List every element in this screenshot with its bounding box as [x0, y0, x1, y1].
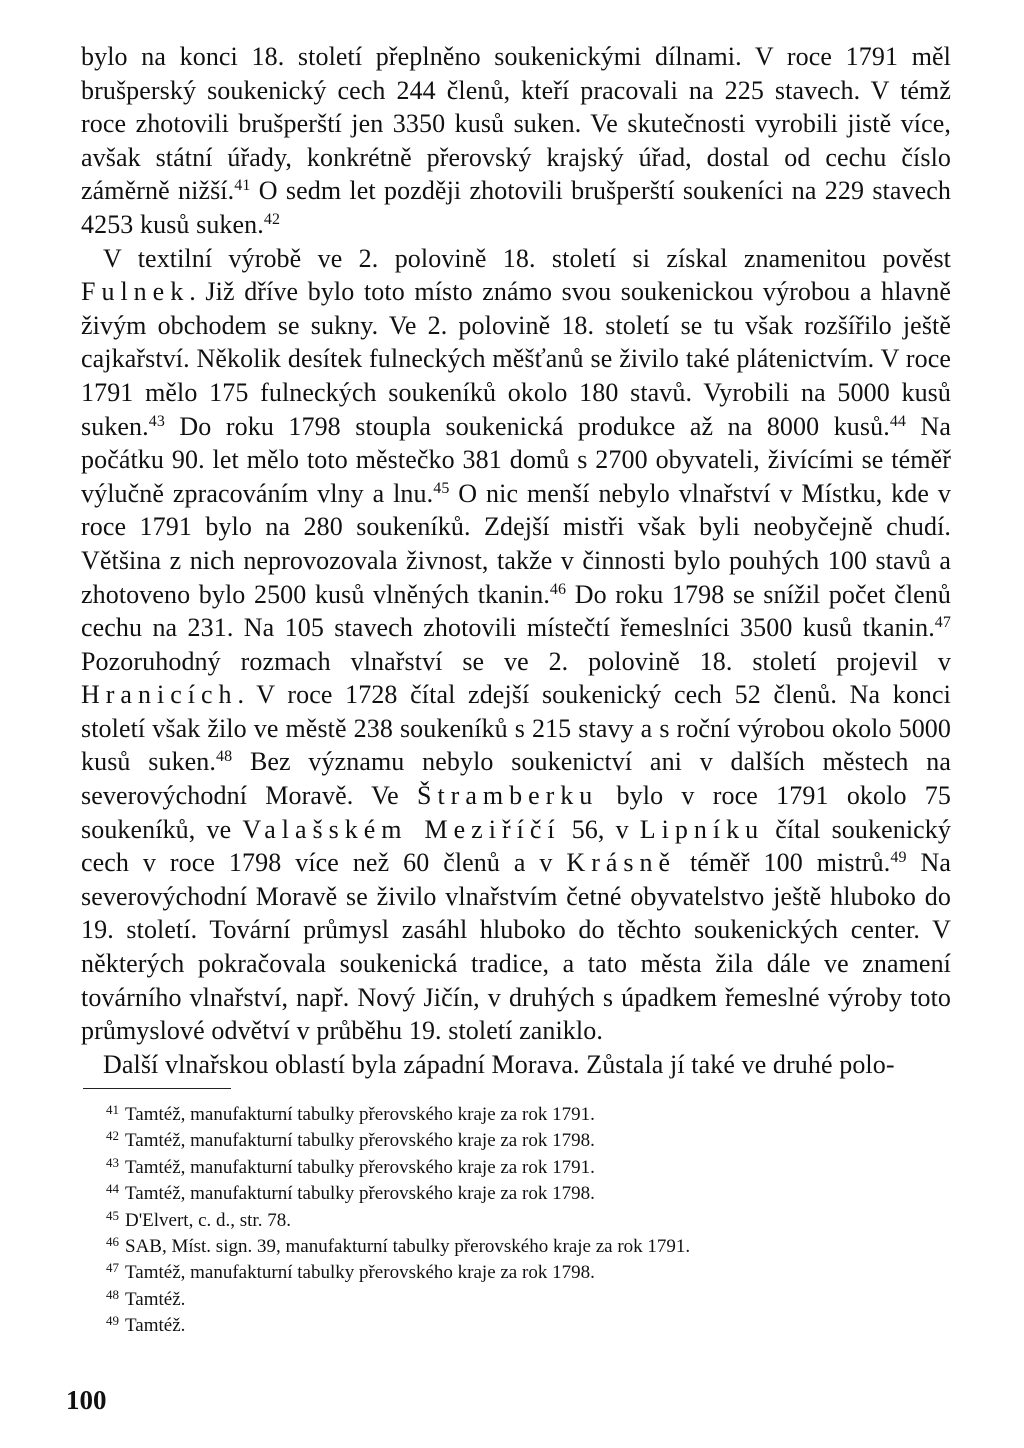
footnote-text: D'Elvert, c. d., str. 78. [125, 1209, 291, 1231]
text-run: Do roku 1798 stoupla soukenická produkce až na 8000 kusů. [164, 411, 890, 441]
text-run: . Již dříve bylo toto místo známo svou soukenickou výrobou a hlavně živým obchodem se sukny. Ve 2. polovině 18. století se tu však rozšířilo ještě cajkařství. Několik desítek fulneckých měšťanů se živilo také plátenictvím. V roce 1791 mělo 175 fulneckých soukeníků okolo 180 stavů. Vyrobili na 5000 kusů suken. [81, 277, 951, 441]
footnote [106, 1260, 906, 1286]
text-run: . V roce 1728 čítal zdejší soukenický cech 52 členů. Na konci století však žilo ve městě 238 soukeníků s 215 stavy a s roční výrobou okolo 5000 kusů suken. [81, 680, 951, 777]
footnote-text: Tamtéž. [125, 1315, 186, 1337]
footnote-number: 49 [106, 1313, 119, 1329]
text-run: Na severovýchodní Moravě se živilo vlnařstvím četné obyvatelstvo ještě hluboko do 19. století. Tovární průmysl zasáhl hluboko do těchto soukenických center. V některých pokračovala soukenická tradice, a tato města žila dále ve znamení továrního vlnařství, např. Nový Jičín, v druhých s úpadkem řemeslné výroby toto průmyslové odvětví v průběhu 19. století zaniklo. [81, 848, 951, 1046]
footnote-number: 48 [106, 1286, 119, 1302]
footnote [106, 1181, 906, 1207]
footnote-ref: 46 [549, 580, 567, 598]
footnote-ref: 41 [234, 177, 251, 195]
footnote-ref: 45 [433, 479, 450, 497]
footnote [106, 1208, 906, 1234]
spaced-place-name: Fulnek [81, 277, 190, 307]
paragraph-fulnek [81, 242, 951, 1048]
page-number: 100 [66, 1385, 107, 1415]
footnote-text: Tamtéž, manufakturní tabulky přerovského kraje za rok 1798. [125, 1130, 595, 1152]
text-run: O nic menší nebylo vlnařství v Místku, kde v roce 1791 bylo na 280 soukeníků. Zdejší mistři však byli neobyčejně chudí. Většina z nich neprovozovala živnost, takže v činnosti bylo pouhých 100 stavů a zhotoveno bylo 2500 kusů vlněných tkanin. [81, 478, 951, 609]
spaced-place-name: Valašském Meziříčí [242, 814, 561, 844]
footnote-divider [83, 1088, 231, 1089]
footnote-text: Tamtéž, manufakturní tabulky přerovského kraje za rok 1798. [125, 1183, 595, 1205]
footnote-ref: 48 [216, 748, 233, 766]
footnote-ref: 47 [934, 614, 951, 632]
footnote [106, 1128, 906, 1154]
text-run: bylo v roce 1791 okolo 75 soukeníků, ve [81, 781, 951, 844]
footnote-number: 41 [106, 1102, 119, 1117]
body-text [81, 40, 951, 1081]
footnote-number: 43 [106, 1154, 119, 1170]
text-run: V textilní výrobě ve 2. polovině 18. století si získal znamenitou pověst [103, 243, 951, 273]
footnote-text: SAB, Míst. sign. 39, manufakturní tabulky přerovského kraje za rok 1791. [125, 1236, 691, 1258]
spaced-place-name: Lipníku [639, 814, 765, 844]
footnote-text: Tamtéž. [125, 1288, 186, 1310]
spaced-place-name: Krásně [566, 848, 677, 878]
text-run: Do roku 1798 se snížil počet členů cechu na 231. Na 105 stavech zhotovili místečtí řemeslníci 3500 kusů tkanin. [81, 579, 951, 643]
footnote-ref: 43 [148, 412, 165, 430]
footnotes [106, 1102, 906, 1340]
footnote-number: 46 [106, 1234, 119, 1250]
footnote [106, 1287, 906, 1313]
text-run: bylo na konci 18. století přeplněno soukenickými dílnami. V roce 1791 měl brušperský soukenický cech 244 členů, kteří pracovali na 225 stavech. V témž roce zhotovili brušperští jen 3350 kusů suken. Ve skutečnosti vyrobili jistě více, avšak státní úřady, konkrétně přerovský krajský úřad, dostal od cechu číslo záměrně nižší. [81, 42, 951, 206]
spaced-place-name: Hranicích [81, 680, 238, 710]
footnote-ref: 42 [263, 210, 281, 228]
text-run: téměř 100 mistrů. [676, 848, 891, 878]
footnote-text: Tamtéž, manufakturní tabulky přerovského kraje za rok 1791. [125, 1104, 595, 1125]
text-run: O sedm let později zhotovili brušperští soukeníci na 229 stavech 4253 kusů suken. [81, 176, 951, 239]
text-run: Pozoruhodný rozmach vlnařství se ve 2. polovině 18. století projevil v [81, 646, 951, 676]
footnote [106, 1102, 906, 1128]
paragraph-western-moravia: Další vlnařskou oblastí byla západní Morava. Zůstala jí také ve druhé polo- [103, 1049, 895, 1079]
spaced-place-name: Štramberku [417, 781, 599, 811]
paragraph-brusperk [81, 40, 951, 242]
footnote-text: Tamtéž, manufakturní tabulky přerovského kraje za rok 1791. [125, 1156, 595, 1178]
text-run: čítal soukenický cech v roce 1798 více než 60 členů a v [81, 814, 952, 878]
footnote-number: 47 [106, 1260, 119, 1276]
footnote [106, 1155, 906, 1181]
text-run: Bez významu nebylo soukenictví ani v dalších městech na severovýchodní Moravě. Ve [81, 747, 951, 811]
footnote-ref: 49 [890, 849, 907, 867]
footnote [106, 1313, 906, 1339]
footnote-ref: 44 [889, 412, 907, 430]
footnote-number: 44 [106, 1181, 119, 1197]
text-run: Na počátku 90. let mělo toto městečko 381 domů s 2700 obyvateli, živícími se téměř výlučně zpracováním vlny a lnu. [81, 411, 951, 508]
footnote-text: Tamtéž, manufakturní tabulky přerovského kraje za rok 1798. [125, 1262, 595, 1284]
footnote [106, 1234, 906, 1260]
footnote-number: 42 [106, 1128, 119, 1144]
text-run: 56, v [560, 814, 640, 844]
footnote-number: 45 [106, 1207, 119, 1223]
